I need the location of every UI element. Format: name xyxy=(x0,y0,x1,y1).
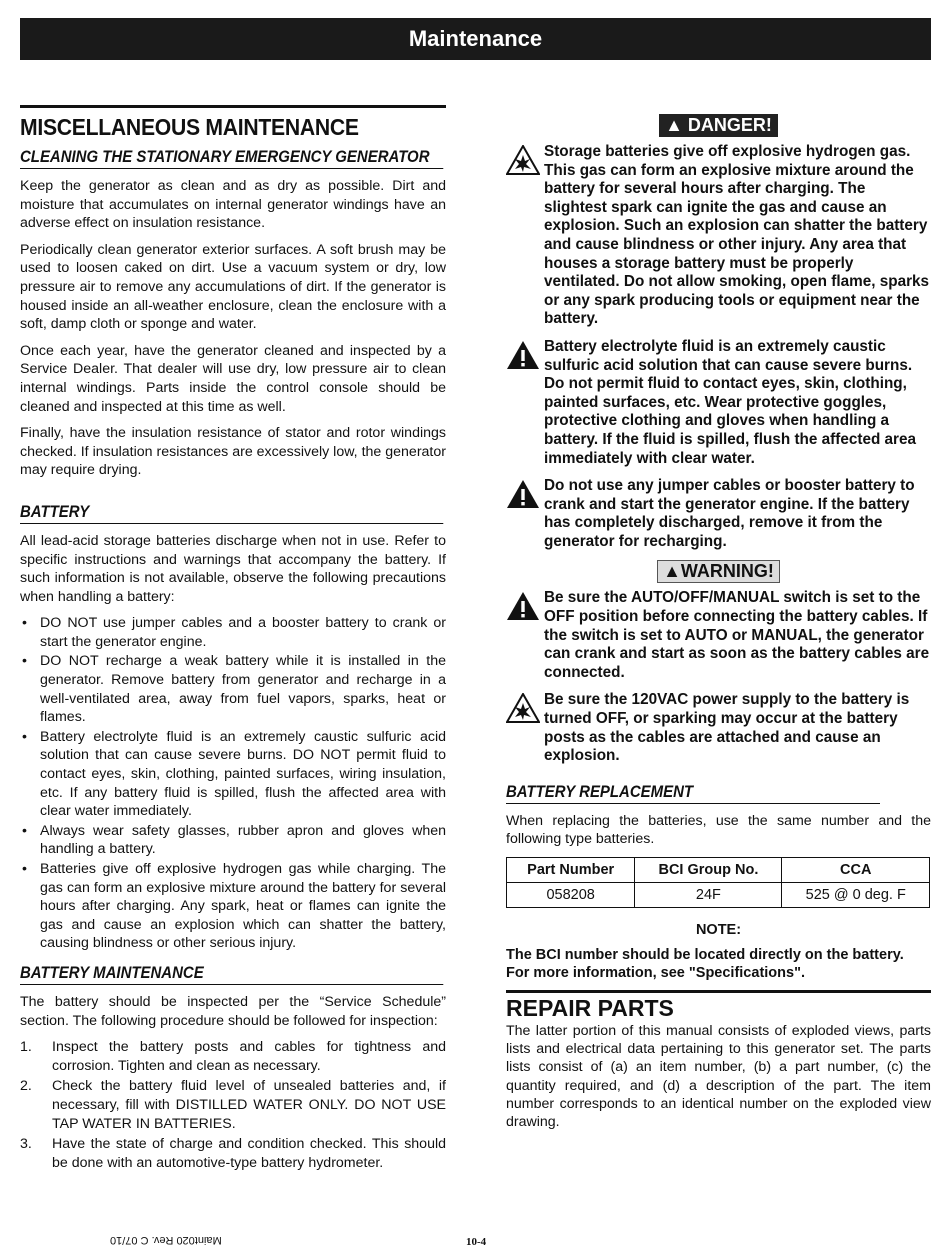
note-text: The BCI number should be located directly on the battery. For more information, see "Specifications". xyxy=(506,947,904,981)
warning-triangle-icon: ▲ xyxy=(665,115,683,135)
list-item: • Batteries give off explosive hydrogen gas while charging. The gas can form an explosive mixture around the battery for several hours after charging. Any spark, heat or flames can ignite the gas and cause an explosion which can shatter the battery, causing blindness or other serious injury. xyxy=(20,860,446,953)
step-text: Have the state of charge and condition checked. This should be done with an automotive-type battery hydrometer. xyxy=(52,1136,446,1171)
warning-badge xyxy=(657,560,780,583)
repair-parts-heading: REPAIR PARTS xyxy=(506,990,931,1022)
table-header: Part Number xyxy=(507,858,635,883)
inspection-steps-list xyxy=(20,1038,446,1172)
warning-badge-wrap xyxy=(506,560,931,583)
list-item xyxy=(20,1077,446,1133)
danger-badge xyxy=(659,114,778,137)
table-row xyxy=(507,883,930,908)
battery-parts-table xyxy=(506,857,930,908)
step-number: 2. xyxy=(20,1078,32,1095)
danger-badge-wrap xyxy=(506,114,931,137)
battery-maintenance-intro: The battery should be inspected per the “Service Schedule” section. The following procedure should be followed for inspection: xyxy=(20,993,446,1029)
table-header: CCA xyxy=(782,858,930,883)
list-item xyxy=(20,1038,446,1075)
warning-alert xyxy=(506,589,931,682)
left-column xyxy=(20,105,446,1174)
battery-replacement-heading: BATTERY REPLACEMENT xyxy=(506,782,880,804)
table-header-row xyxy=(507,858,930,883)
page-header-title: Maintenance xyxy=(408,26,543,51)
explosion-icon xyxy=(506,693,540,723)
battery-replacement-intro: When replacing the batteries, use the same number and the following type batteries. xyxy=(506,812,931,848)
battery-heading: BATTERY xyxy=(20,502,444,524)
misc-maintenance-heading: MISCELLANEOUS MAINTENANCE xyxy=(20,114,359,140)
step-text: Inspect the battery posts and cables for tightness and corrosion. Tighten and clean as necessary. xyxy=(52,1039,446,1074)
list-item: • Battery electrolyte fluid is an extremely caustic sulfuric acid solution that can cause severe burns. DO NOT permit fluid to contact eyes, skin, clothing, painted surfaces, wiring insulation, etc. If any battery fluid is spilled, flush the affected area with clear water immediately. xyxy=(20,728,446,821)
cleaning-paragraph: Periodically clean generator exterior surfaces. A soft brush may be used to loosen caked on dirt. Use a vacuum system or dry, low pressure air to remove any accumulations of dirt. If the generator is housed inside an all-weather enclosure, clean the enclosure with a soft, damp cloth or sponge and water. xyxy=(20,241,446,333)
battery-precautions-list xyxy=(20,614,446,953)
danger-alert xyxy=(506,143,931,329)
alert-text: Do not use any jumper cables or booster battery to crank and start the generator engine. If the battery has completely discharged, remove it from the generator for recharging. xyxy=(544,477,915,550)
list-item: • DO NOT use jumper cables and a booster battery to crank or start the generator engine. xyxy=(20,614,446,651)
danger-alert xyxy=(506,477,931,551)
right-column xyxy=(506,108,931,1139)
list-item xyxy=(20,1135,446,1172)
alert-text: Be sure the 120VAC power supply to the battery is turned OFF, or sparking may occur at the battery posts as the cables are attached and cause an explosion. xyxy=(544,691,910,765)
note-heading: NOTE: xyxy=(695,922,742,938)
explosion-icon xyxy=(506,145,540,175)
cleaning-paragraph: Once each year, have the generator cleaned and inspected by a Service Dealer. That dealer will use dry, low pressure air to clean internal windings. Parts inside the control console should be cleaned and inspected at this time as well. xyxy=(20,342,446,415)
exclamation-icon xyxy=(506,479,540,509)
danger-label: DANGER! xyxy=(687,115,772,135)
cleaning-paragraph: Finally, have the insulation resistance of stator and rotor windings checked. If insulation resistances are excessively low, the generator may require drying. xyxy=(20,425,446,479)
step-text: Check the battery fluid level of unsealed batteries and, if necessary, fill with DISTILLED WATER ONLY. DO NOT USE TAP WATER IN BATTERIES. xyxy=(52,1078,446,1132)
battery-maintenance-heading: BATTERY MAINTENANCE xyxy=(20,963,444,985)
alert-text: Be sure the AUTO/OFF/MANUAL switch is set to the OFF position before connecting the battery cables. If the switch is set to AUTO or MANUAL, the generator can crank and start as soon as the battery cables are connected. xyxy=(544,589,930,681)
warning-alert xyxy=(506,691,931,765)
battery-intro: All lead-acid storage batteries discharge when not in use. Refer to specific instructions and warnings that accompany the battery. If such information is not available, observe the following precautions when handling a battery: xyxy=(20,532,446,605)
section-rule xyxy=(20,105,446,108)
document-code: Maint020 Rev. C 07/10 xyxy=(110,1234,222,1246)
table-cell: 058208 xyxy=(507,883,635,908)
exclamation-icon xyxy=(506,591,540,621)
cleaning-heading: CLEANING THE STATIONARY EMERGENCY GENERATOR xyxy=(20,147,444,169)
table-cell: 24F xyxy=(635,883,782,908)
step-number: 3. xyxy=(20,1136,32,1153)
page-header-bar xyxy=(20,18,931,60)
step-number: 1. xyxy=(20,1039,32,1056)
list-item: • DO NOT recharge a weak battery while it is installed in the generator. Remove battery from generator and recharge in a well-ventilated area, away from fuel vapors, sparks, heat or flames. xyxy=(20,652,446,726)
page-number: 10-4 xyxy=(466,1236,487,1248)
exclamation-icon xyxy=(506,340,540,370)
cleaning-paragraph: Keep the generator as clean and as dry as possible. Dirt and moisture that accumulates on internal generator windings have an adverse effect on insulation resistance. xyxy=(20,178,446,232)
table-cell: 525 @ 0 deg. F xyxy=(782,883,930,908)
warning-triangle-icon: ▲ xyxy=(663,561,681,582)
alert-text: Storage batteries give off explosive hydrogen gas. This gas can form an explosive mixture around the battery for several hours after charging. The slightest spark can ignite the gas and cause an explosion. Such an explosion can shatter the battery and cause blindness or other injury. Any area that houses a storage battery must be properly ventilated. Do not allow smoking, open flame, sparks or any spark producing tools or equipment near the battery. xyxy=(544,143,930,328)
danger-alert xyxy=(506,338,931,468)
list-item: • Always wear safety glasses, rubber apron and gloves when handling a battery. xyxy=(20,822,446,859)
table-header: BCI Group No. xyxy=(635,858,782,883)
alert-text: Battery electrolyte fluid is an extremely caustic sulfuric acid solution that can cause severe burns. Do not permit fluid to contact eyes, skin, clothing, painted surfaces, etc. Wear protective goggles, protective clothing and gloves when handling a battery. If the fluid is spilled, flush the affected area immediately with clear water. xyxy=(544,337,917,467)
repair-parts-text: The latter portion of this manual consists of exploded views, parts lists and electrical data pertaining to this generator set. The parts lists consist of (a) an item number, (b) a part number, (c) the quantity required, and (d) a description of the part. The item number corresponds to an identical number on the exploded view drawing. xyxy=(506,1023,931,1131)
warning-label: WARNING! xyxy=(680,561,774,582)
